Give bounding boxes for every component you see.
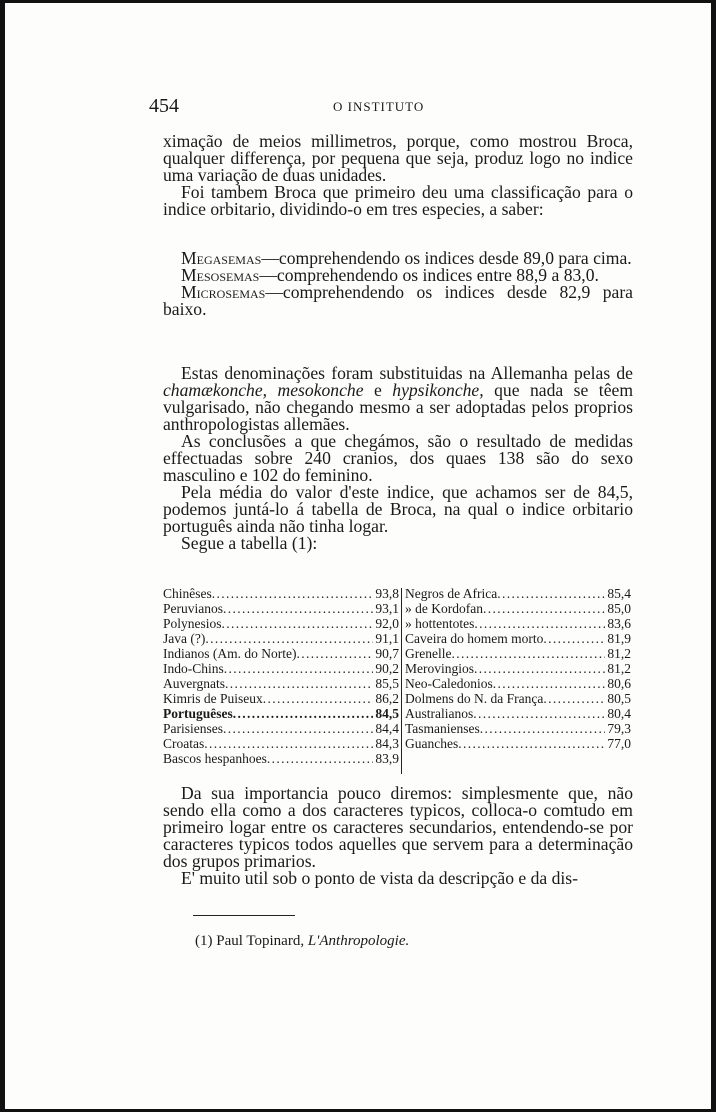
table-row: Neo-Caledonios . . . 80,6 (405, 676, 631, 691)
table-column-left (163, 586, 399, 766)
table-row: Dolmens do N. da França . . . 80,5 (405, 691, 631, 706)
table-row: Indo-Chins . . . 90,2 (163, 661, 399, 676)
table-row: Tasmanienses . . . 79,3 (405, 721, 631, 736)
denominations-and: e (363, 380, 393, 400)
table-row: Chinêses . . . 93,8 (163, 586, 399, 601)
term-microsemas: Microsemas (181, 282, 266, 302)
paragraph-continues: E' muito util sob o ponto de vista da descripção e da dis- (181, 868, 578, 888)
footnote-title: L'Anthropologie. (307, 933, 410, 949)
paragraph-denominations (163, 365, 633, 433)
table-divider (401, 588, 402, 774)
table-row: Merovingios . . . 81,2 (405, 661, 631, 676)
paragraph-block-2 (163, 365, 633, 552)
denominations-text-b: que nada se têem vulgarisado, não chegando mesmo a ser adoptadas pelos proprios anthropologistas allemães. (163, 380, 633, 434)
footnote (195, 933, 409, 950)
table-row: Negros de Africa . . . 85,4 (405, 586, 631, 601)
table-row: Java (?) . . . 91,1 (163, 631, 399, 646)
denominations-term3: hypsikonche, (392, 380, 484, 400)
table-row: Peruvianos . . . 93,1 (163, 601, 399, 616)
table-row: Kimris de Puiseux . . . 86,2 (163, 691, 399, 706)
paragraph-continuation: ximação de meios millimetros, porque, como mostrou Broca, qualquer differença, por pequena que seja, produz logo no indice uma variação de duas unidades. (163, 131, 633, 185)
table-row: » hottentotes . . . 83,6 (405, 616, 631, 631)
term-megasemas: Megasemas (181, 248, 262, 268)
table-row: Guanches . . . 77,0 (405, 736, 631, 751)
running-title: O INSTITUTO (333, 99, 425, 114)
page-number: 454 (149, 95, 179, 117)
paragraph-block-3 (163, 785, 633, 887)
paragraph-conclusions: As conclusões a que chegámos, são o resultado de medidas effectuadas sobre 240 cranios, dos quaes 138 são do sexo masculino e 102 do feminino. (163, 431, 633, 485)
definition-megasemas-text: —comprehendendo os indices desde 89,0 para cima. (261, 248, 632, 268)
footnote-divider (193, 915, 295, 916)
table-row: Grenelle . . . 81,2 (405, 646, 631, 661)
paragraph-block-1 (163, 133, 633, 218)
table-row: Parisienses . . . 84,4 (163, 721, 399, 736)
denominations-terms: chamækonche, mesokonche (163, 380, 364, 400)
definition-microsemas (163, 284, 633, 318)
table-row: Caveira do homem morto . . . 81,9 (405, 631, 631, 646)
paragraph-table-intro: Segue a tabella (1): (181, 533, 318, 553)
denominations-text-a: Estas denominações foram substituidas na Allemanha pelas de (181, 363, 633, 383)
table-column-right (405, 586, 631, 751)
table-row: Auvergnats . . . 85,5 (163, 676, 399, 691)
table-row: Polynesios . . . 92,0 (163, 616, 399, 631)
definition-microsemas-text: —comprehendendo os indices desde 82,9 para baixo. (163, 282, 633, 319)
paragraph-broca-classification: Foi tambem Broca que primeiro deu uma classificação para o indice orbitario, dividindo-o em tres especies, a saber: (163, 182, 633, 219)
table-row: » de Kordofan . . . 85,0 (405, 601, 631, 616)
table-row: Australianos . . . 80,4 (405, 706, 631, 721)
table-row: Bascos hespanhoes . . . 83,9 (163, 751, 399, 766)
table-row-highlight: Portuguêses . . . 84,5 (163, 706, 399, 721)
footnote-text: (1) Paul Topinard, (195, 933, 308, 949)
paragraph-importance: Da sua importancia pouco diremos: simplesmente que, não sendo ella como a dos caracteres typicos, colloca-o comtudo em primeiro logar entre os caracteres secundarios, entendendo-se por caracteres typicos todos aquelles que servem para a determinação dos grupos primarios. (163, 783, 633, 871)
term-mesosemas: Mesosemas (181, 265, 260, 285)
table-row: Croatas . . . 84,3 (163, 736, 399, 751)
definition-mesosemas-text: —comprehendendo os indices entre 88,9 a 83,0. (259, 265, 599, 285)
definition-list (163, 250, 633, 318)
table-row: Indianos (Am. do Norte) . . . 90,7 (163, 646, 399, 661)
paragraph-media: Pela média do valor d'este indice, que achamos ser de 84,5, podemos juntá-lo á tabella de Broca, na qual o indice orbitario português ainda não tinha logar. (163, 482, 633, 536)
